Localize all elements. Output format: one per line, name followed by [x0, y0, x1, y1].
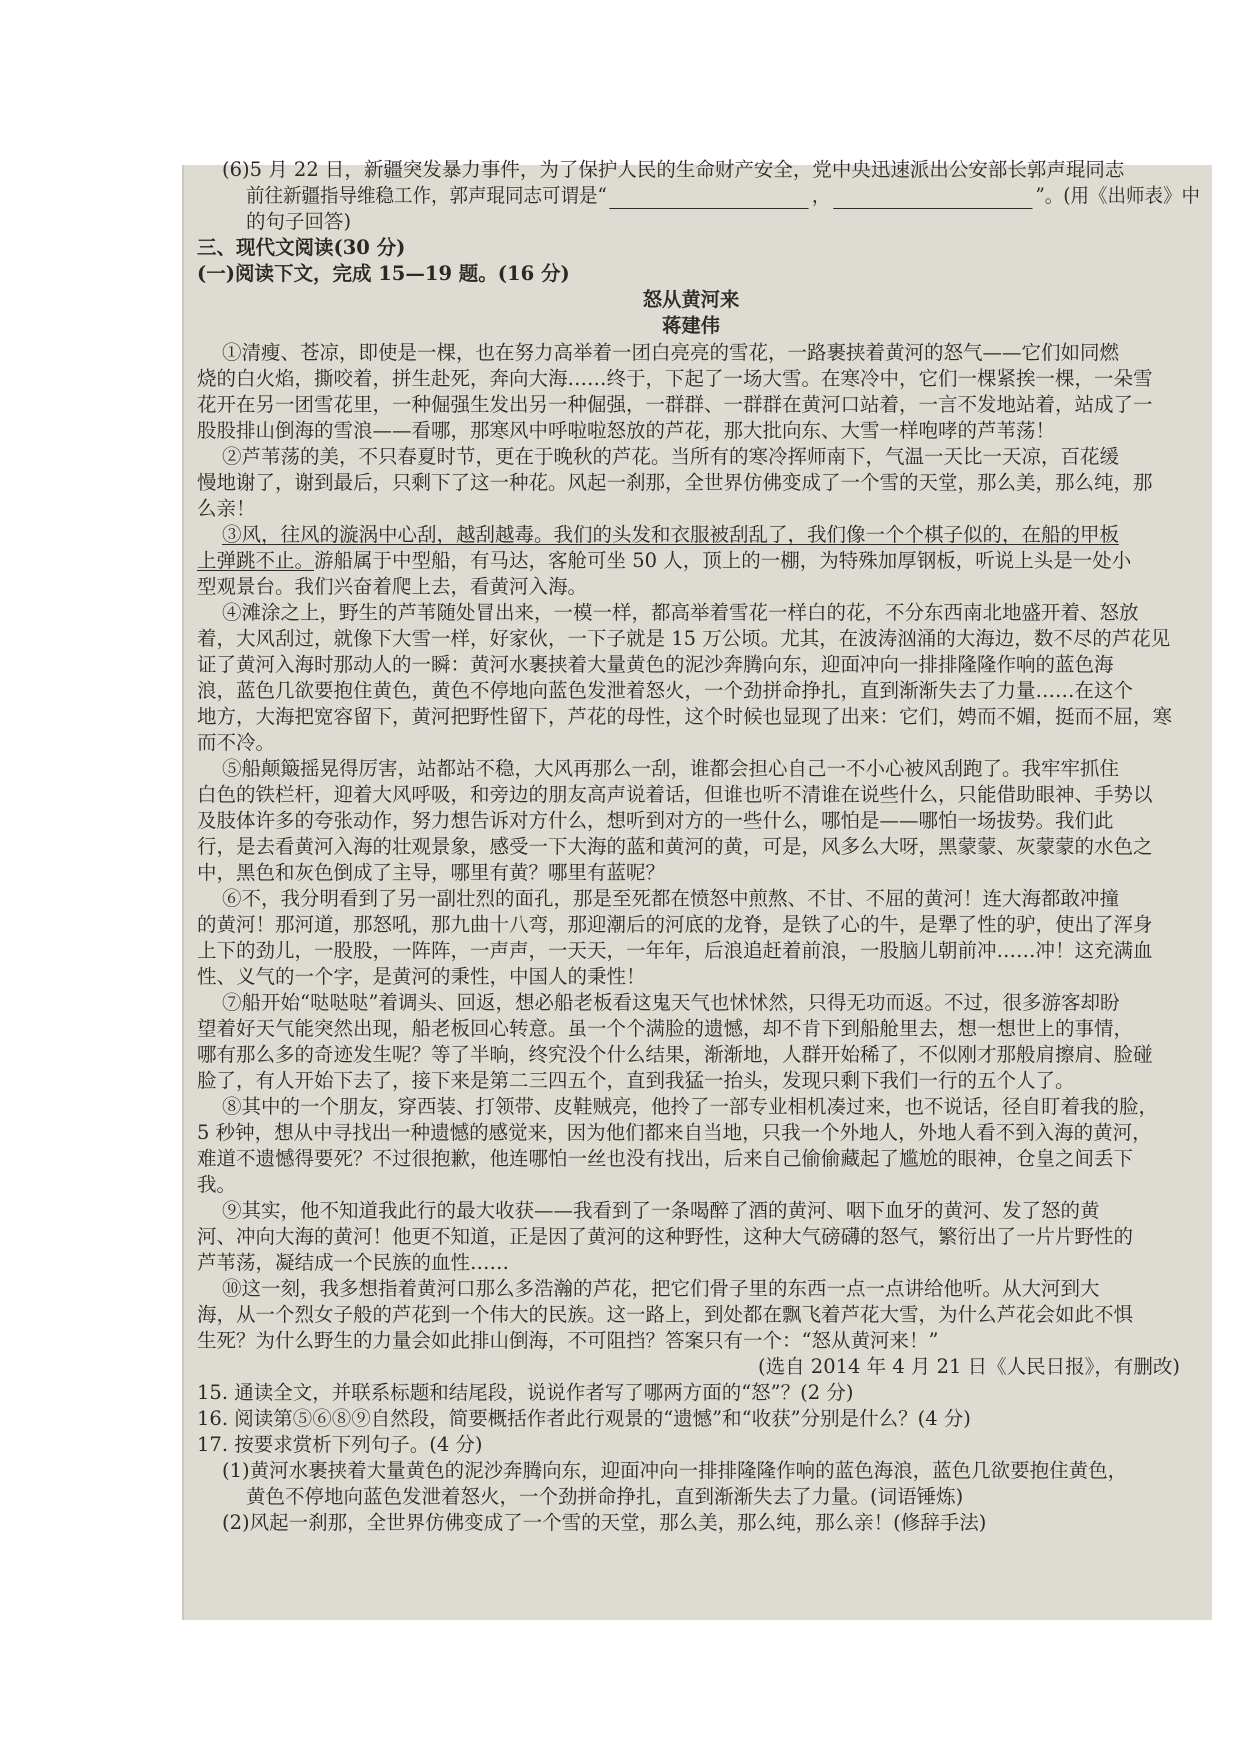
question-17-2: (2)风起一刹那，全世界仿佛变成了一个雪的天堂，那么美，那么纯，那么亲！(修辞手法): [222, 1511, 987, 1534]
paragraph-8-line: 5 秒钟，想从中寻找出一种遗憾的感觉来，因为他们都来自当地，只我一个外地人，外地人看不到入海的黄河，: [197, 1121, 1152, 1144]
underlined-sentence: ③风，往风的漩涡中心刮，越刮越毒。我们的头发和衣服被刮乱了，我们像一个个棋子似的，在船的甲板: [222, 523, 1120, 546]
question-17: 17. 按要求赏析下列句子。(4 分): [197, 1433, 483, 1456]
paragraph-4-line: 着，大风刮过，就像下大雪一样，好家伙，一下子就是 15 万公顷。尤其，在波涛汹涌的大海边，数不尽的芦花见: [197, 627, 1171, 650]
paragraph-1-line: 烧的白火焰，撕咬着，拼生赴死，奔向大海……终于，下起了一场大雪。在寒冷中，它们一棵紧挨一棵，一朵雪: [197, 367, 1153, 390]
paragraph-9-line: 河、冲向大海的黄河！他更不知道，正是因了黄河的这种野性，这种大气磅礴的怒气，繁衍出了一片片野性的: [197, 1225, 1134, 1248]
paragraph-10-line: 海，从一个烈女子般的芦花到一个伟大的民族。这一路上，到处都在飘飞着芦花大雪，为什么芦花会如此不惧: [197, 1303, 1134, 1326]
paragraph-6-line: 的黄河！那河道，那怒吼，那九曲十八弯，那迎潮后的河底的龙脊，是铁了心的牛，是犟了性的驴，使出了浑身: [197, 913, 1153, 936]
paragraph-6-line: ⑥不，我分明看到了另一副壮烈的面孔，那是至死都在愤怒中煎熬、不甘、不屈的黄河！连大海都敢冲撞: [222, 887, 1120, 910]
question-15: 15. 通读全文，并联系标题和结尾段，说说作者写了哪两方面的“怒”？(2 分): [197, 1381, 854, 1404]
paragraph-4-line: ④滩涂之上，野生的芦苇随处冒出来，一模一样，都高举着雪花一样白的花，不分东西南北地盛开着、怒放: [222, 601, 1139, 624]
part-heading: (一)阅读下文，完成 15—19 题。(16 分): [197, 262, 570, 285]
paragraph-4-line: 地方，大海把宽容留下，黄河把野性留下，芦花的母性，这个时候也显现了出来：它们，娉而不媚，挺而不屈，寒: [197, 705, 1173, 728]
paragraph-10-line: 生死？为什么野生的力量会如此排山倒海，不可阻挡？答案只有一个：“怒从黄河来！”: [197, 1329, 939, 1352]
article-author: 蒋建伟: [662, 314, 720, 337]
paragraph-3-line: [197, 548, 1131, 574]
paragraph-7-line: ⑦船开始“哒哒哒”着调头、回返，想必船老板看这鬼天气也怵怵然，只得无功而返。不过，很多游客却盼: [222, 991, 1120, 1014]
question-16: 16. 阅读第⑤⑥⑧⑨自然段，简要概括作者此行观景的“遗憾”和“收获”分别是什么？(4 分): [197, 1407, 971, 1430]
question-17-1-line: 黄色不停地向蓝色发泄着怒火，一个劲拼命挣扎，直到渐渐失去了力量。(词语锤炼): [246, 1485, 964, 1508]
question-6-line-1: (6)5 月 22 日，新疆突发暴力事件，为了保护人民的生命财产安全，党中央迅速派出公安部长郭声琨同志: [222, 158, 1125, 181]
paragraph-7-line: 哪有那么多的奇迹发生呢？等了半晌，终究没个什么结果，渐渐地，人群开始稀了，不似刚才那般肩擦肩、脸碰: [197, 1043, 1153, 1066]
question-6-line-2: [246, 183, 1200, 209]
paragraph-9-line: 芦苇荡，凝结成一个民族的血性……: [197, 1251, 510, 1274]
paragraph-6-line: 性、义气的一个字，是黄河的秉性，中国人的秉性！: [197, 965, 646, 988]
answer-blank-1[interactable]: [610, 188, 809, 209]
paragraph-5-line: 行，是去看黄河入海的壮观景象，感受一下大海的蓝和黄河的黄，可是，风多么大呀，黑蒙蒙、灰蒙蒙的水色之: [197, 835, 1153, 858]
paragraph-5-line: 白色的铁栏杆，迎着大风呼吸，和旁边的朋友高声说着话，但谁也听不清谁在说些什么，只能借助眼神、手势以: [197, 783, 1153, 806]
paragraph-1-line: 花开在另一团雪花里，一种倔强生发出另一种倔强，一群群、一群群在黄河口站着，一言不发地站着，站成了一: [197, 393, 1153, 416]
paragraph-2-line: 慢地谢了，谢到最后，只剩下了这一种花。风起一刹那，全世界仿佛变成了一个雪的天堂，那么美，那么纯，那: [197, 471, 1153, 494]
paragraph-7-line: 望着好天气能突然出现，船老板回心转意。虽一个个满脸的遗憾，却不肯下到船舱里去，想一想世上的事情，: [197, 1017, 1134, 1040]
paragraph-10-line: ⑩这一刻，我多想指着黄河口那么多浩瀚的芦花，把它们骨子里的东西一点一点讲给他听。从大河到大: [222, 1277, 1100, 1300]
question-6-line-3: 的句子回答): [246, 210, 352, 233]
article-title: 怒从黄河来: [642, 288, 740, 311]
paragraph-3-line: 型观景台。我们兴奋着爬上去，看黄河入海。: [197, 575, 588, 598]
question-17-1-line: (1)黄河水裹挟着大量黄色的泥沙奔腾向东，迎面冲向一排排隆隆作响的蓝色海浪，蓝色几欲要抱住黄色，: [222, 1459, 1128, 1482]
paragraph-8-line: 我。: [197, 1173, 237, 1196]
paragraph-4-line: 而不冷。: [197, 731, 276, 754]
question-6-prompt: 前往新疆指导维稳工作，郭声琨同志可谓是“: [246, 184, 607, 207]
paragraph-1-line: 股股排山倒海的雪浪——看哪，那寒风中呼啦啦怒放的芦花，那大批向东、大雪一样咆哮的芦苇荡！: [197, 419, 1056, 442]
paragraph-4-line: 证了黄河入海时那动人的一瞬：黄河水裹挟着大量黄色的泥沙奔腾向东，迎面冲向一排排隆隆作响的蓝色海: [197, 653, 1114, 676]
answer-blank-2[interactable]: [833, 188, 1032, 209]
paragraph-7-line: 脸了，有人开始下去了，接下来是第二三四五个，直到我猛一抬头，发现只剩下我们一行的五个人了。: [197, 1069, 1075, 1092]
paragraph-5-line: ⑤船颠簸摇晃得厉害，站都站不稳，大风再那么一刮，谁都会担心自己一不小心被风刮跑了。我牢牢抓住: [222, 757, 1120, 780]
paragraph-5-line: 中，黑色和灰色倒成了主导，哪里有黄？哪里有蓝呢？: [197, 861, 666, 884]
paragraph-1-line: ①清瘦、苍凉，即使是一棵，也在努力高举着一团白亮亮的雪花，一路裹挟着黄河的怒气——它们如同燃: [222, 341, 1120, 364]
blank-separator: ，: [811, 184, 831, 207]
question-6-suffix: ”。(用《出师表》中: [1035, 184, 1200, 207]
paragraph-5-line: 及肢体许多的夸张动作，努力想告诉对方什么，想听到对方的一些什么，哪怕是——哪怕一场拔势。我们此: [197, 809, 1114, 832]
paragraph-3-text: 游船属于中型船，有马达，客舱可坐 50 人，顶上的一棚，为特殊加厚钢板，听说上头是一处小: [314, 549, 1132, 572]
paragraph-8-line: ⑧其中的一个朋友，穿西装、打领带、皮鞋贼亮，他拎了一部专业相机凑过来，也不说话，径自盯着我的脸，: [222, 1095, 1159, 1118]
paragraph-8-line: 难道不遗憾得要死？不过很抱歉，他连哪怕一丝也没有找出，后来自己偷偷藏起了尴尬的眼神，仓皇之间丢下: [197, 1147, 1134, 1170]
paragraph-6-line: 上下的劲儿，一股股，一阵阵，一声声，一天天，一年年，后浪追赶着前浪，一股脑儿朝前冲……冲！这充满血: [197, 939, 1153, 962]
paragraph-4-line: 浪，蓝色几欲要抱住黄色，黄色不停地向蓝色发泄着怒火，一个劲拼命挣扎，直到渐渐失去了力量……在这个: [197, 679, 1134, 702]
section-heading: 三、现代文阅读(30 分): [197, 236, 406, 259]
paragraph-2-line: ②芦苇荡的美，不只春夏时节，更在于晚秋的芦花。当所有的寒冷挥师南下，气温一天比一天凉，百花缓: [222, 445, 1120, 468]
paragraph-2-line: 么亲！: [197, 497, 256, 520]
underlined-sentence-end: 上弹跳不止。: [197, 549, 315, 572]
article-source: (选自 2014 年 4 月 21 日《人民日报》，有删改): [757, 1355, 1180, 1378]
paragraph-9-line: ⑨其实，他不知道我此行的最大收获——我看到了一条喝醉了酒的黄河、咽下血牙的黄河、发了怒的黄: [222, 1199, 1100, 1222]
